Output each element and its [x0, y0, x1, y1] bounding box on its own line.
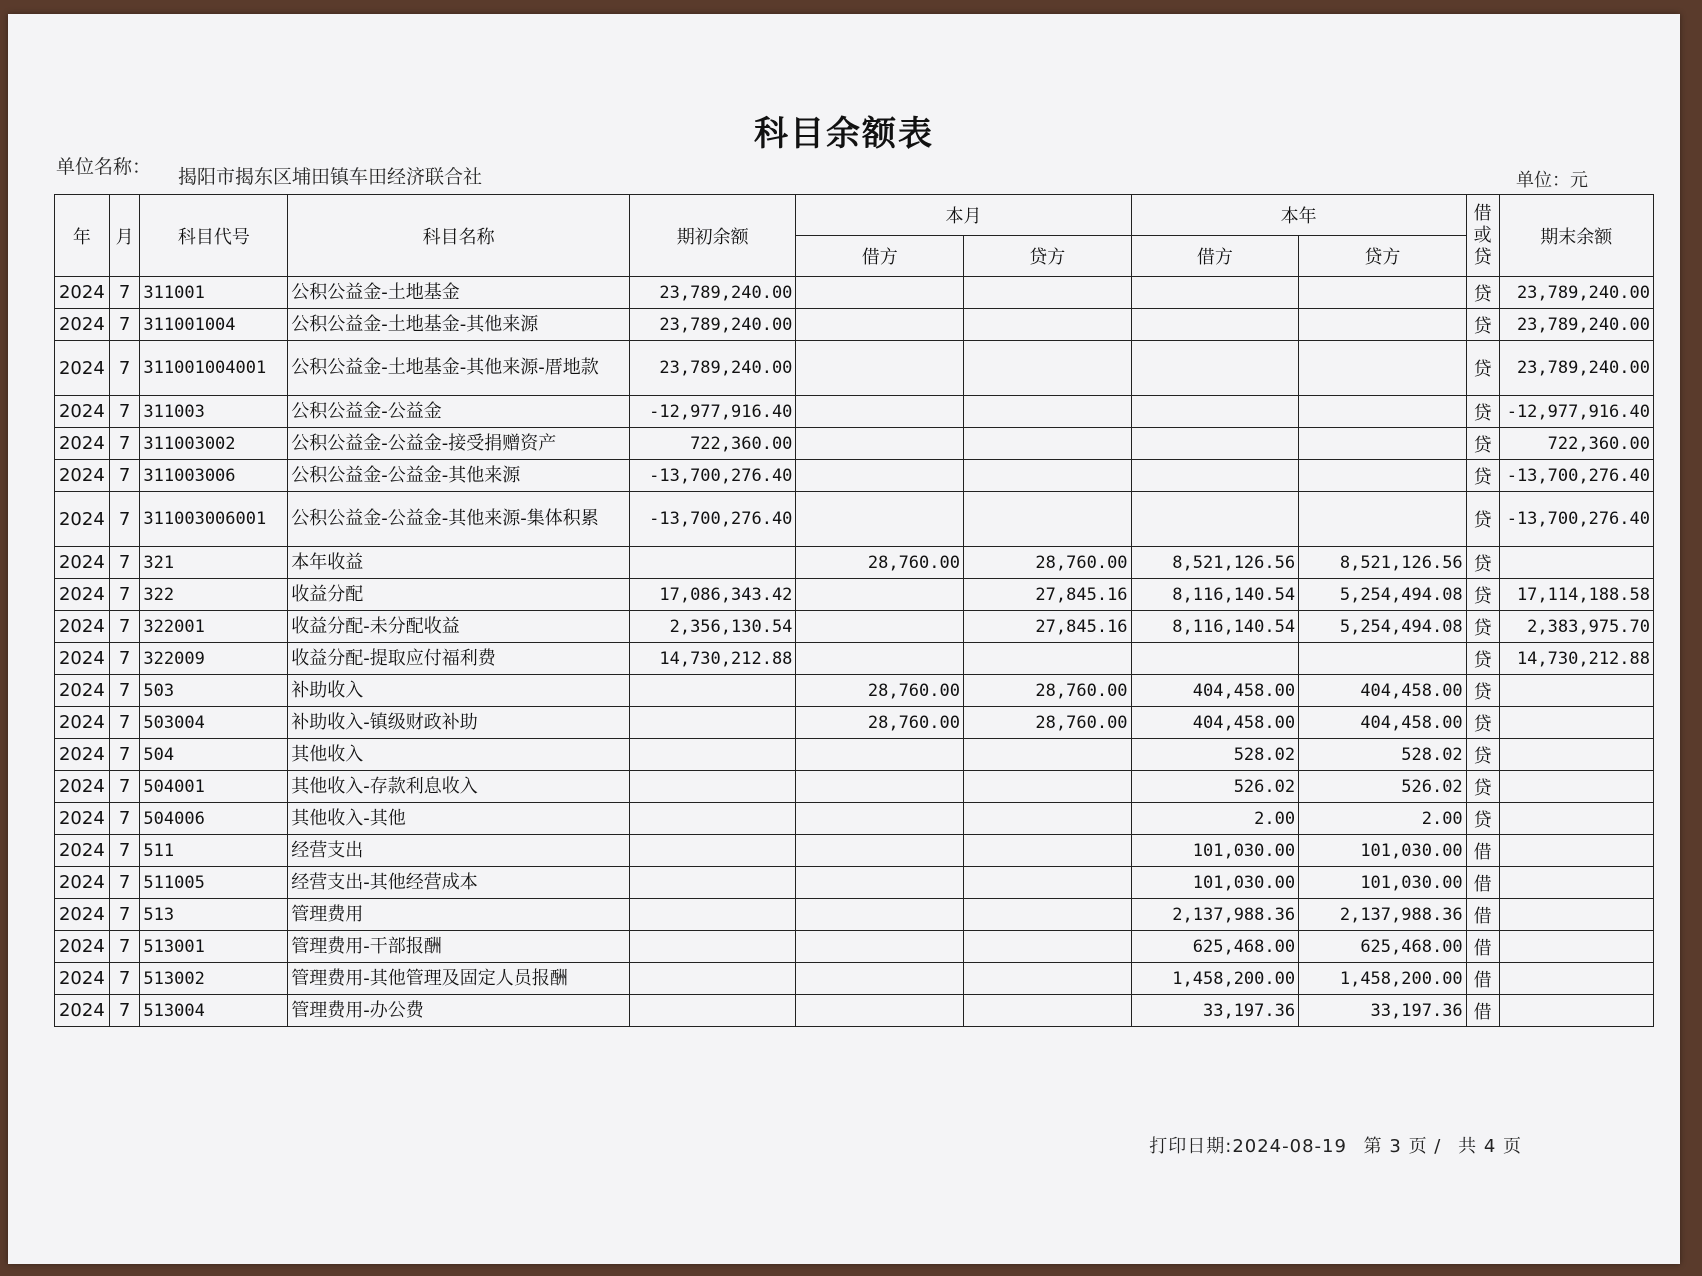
cell-month-credit: 28,760.00	[963, 547, 1131, 579]
table-row	[55, 995, 1654, 1027]
cell-opening	[629, 675, 795, 707]
cell-year-debit: 33,197.36	[1131, 995, 1299, 1027]
table-row	[55, 492, 1654, 547]
cell-year-credit: 5,254,494.08	[1299, 579, 1467, 611]
cell-opening	[629, 995, 795, 1027]
cell-year: 2024	[55, 309, 110, 341]
header-year-debit: 借方	[1131, 236, 1299, 277]
cell-direction: 借	[1466, 899, 1499, 931]
cell-year: 2024	[55, 931, 110, 963]
cell-year: 2024	[55, 899, 110, 931]
header-opening: 期初余额	[629, 195, 795, 277]
cell-direction: 借	[1466, 995, 1499, 1027]
cell-opening	[629, 771, 795, 803]
header-name: 科目名称	[288, 195, 630, 277]
cell-month-debit	[796, 277, 964, 309]
cell-year: 2024	[55, 739, 110, 771]
cell-closing	[1499, 899, 1653, 931]
cell-closing	[1499, 995, 1653, 1027]
cell-direction: 贷	[1466, 309, 1499, 341]
cell-closing: 23,789,240.00	[1499, 341, 1653, 396]
cell-year-credit	[1299, 309, 1467, 341]
cell-closing: 23,789,240.00	[1499, 277, 1653, 309]
cell-code: 504	[140, 739, 288, 771]
cell-month-debit	[796, 309, 964, 341]
table-header	[55, 195, 1654, 277]
cell-opening	[629, 707, 795, 739]
cell-year-debit: 101,030.00	[1131, 867, 1299, 899]
cell-year: 2024	[55, 611, 110, 643]
cell-code: 311003002	[140, 428, 288, 460]
cell-code: 322	[140, 579, 288, 611]
cell-year-debit: 404,458.00	[1131, 675, 1299, 707]
cell-direction: 借	[1466, 835, 1499, 867]
cell-opening: 14,730,212.88	[629, 643, 795, 675]
cell-month-debit	[796, 643, 964, 675]
cell-month-credit: 27,845.16	[963, 579, 1131, 611]
cell-month: 7	[109, 707, 140, 739]
cell-month: 7	[109, 899, 140, 931]
cell-year-debit: 2,137,988.36	[1131, 899, 1299, 931]
cell-year: 2024	[55, 579, 110, 611]
cell-code: 511005	[140, 867, 288, 899]
cell-month-credit	[963, 396, 1131, 428]
cell-year: 2024	[55, 995, 110, 1027]
cell-year-credit: 1,458,200.00	[1299, 963, 1467, 995]
cell-name: 管理费用	[288, 899, 630, 931]
cell-month: 7	[109, 547, 140, 579]
cell-month-credit	[963, 963, 1131, 995]
cell-closing: -12,977,916.40	[1499, 396, 1653, 428]
cell-year-credit	[1299, 428, 1467, 460]
cell-month: 7	[109, 460, 140, 492]
cell-month-credit: 28,760.00	[963, 675, 1131, 707]
cell-year: 2024	[55, 428, 110, 460]
cell-year-debit: 8,116,140.54	[1131, 579, 1299, 611]
table-row	[55, 739, 1654, 771]
cell-opening: 17,086,343.42	[629, 579, 795, 611]
cell-name: 收益分配-提取应付福利费	[288, 643, 630, 675]
cell-direction: 贷	[1466, 707, 1499, 739]
cell-closing	[1499, 771, 1653, 803]
cell-month-debit	[796, 771, 964, 803]
cell-closing: 722,360.00	[1499, 428, 1653, 460]
cell-closing: -13,700,276.40	[1499, 460, 1653, 492]
cell-direction: 贷	[1466, 341, 1499, 396]
cell-month: 7	[109, 611, 140, 643]
cell-month-credit	[963, 309, 1131, 341]
cell-name: 管理费用-办公费	[288, 995, 630, 1027]
table-body	[55, 277, 1654, 1027]
header-this-year: 本年	[1131, 195, 1466, 236]
cell-month-credit	[963, 277, 1131, 309]
cell-code: 322001	[140, 611, 288, 643]
cell-name: 公积公益金-公益金-接受捐赠资产	[288, 428, 630, 460]
table-row	[55, 277, 1654, 309]
cell-code: 511	[140, 835, 288, 867]
cell-name: 收益分配-未分配收益	[288, 611, 630, 643]
cell-year: 2024	[55, 341, 110, 396]
cell-year: 2024	[55, 492, 110, 547]
cell-month-credit	[963, 771, 1131, 803]
cell-direction: 贷	[1466, 643, 1499, 675]
cell-month-debit	[796, 835, 964, 867]
cell-month-credit	[963, 460, 1131, 492]
cell-direction: 贷	[1466, 675, 1499, 707]
cell-year: 2024	[55, 835, 110, 867]
cell-month-debit: 28,760.00	[796, 675, 964, 707]
cell-closing: 17,114,188.58	[1499, 579, 1653, 611]
unit-name-value: 揭阳市揭东区埔田镇车田经济联合社	[178, 166, 483, 188]
cell-direction: 贷	[1466, 428, 1499, 460]
cell-name: 补助收入-镇级财政补助	[288, 707, 630, 739]
cell-month: 7	[109, 835, 140, 867]
cell-month: 7	[109, 739, 140, 771]
cell-opening	[629, 867, 795, 899]
table-row	[55, 771, 1654, 803]
cell-month: 7	[109, 579, 140, 611]
table-row	[55, 707, 1654, 739]
cell-opening: -13,700,276.40	[629, 492, 795, 547]
header-month-credit: 贷方	[963, 236, 1131, 277]
cell-year-credit: 2,137,988.36	[1299, 899, 1467, 931]
report-title: 科目余额表	[754, 114, 934, 154]
cell-month: 7	[109, 867, 140, 899]
header-closing: 期末余额	[1499, 195, 1653, 277]
cell-year-debit: 404,458.00	[1131, 707, 1299, 739]
cell-year-debit: 526.02	[1131, 771, 1299, 803]
cell-month: 7	[109, 963, 140, 995]
cell-year-debit: 101,030.00	[1131, 835, 1299, 867]
cell-year: 2024	[55, 707, 110, 739]
cell-code: 311001004001	[140, 341, 288, 396]
cell-year-debit	[1131, 428, 1299, 460]
cell-year-credit: 101,030.00	[1299, 867, 1467, 899]
cell-year-debit	[1131, 492, 1299, 547]
cell-direction: 借	[1466, 963, 1499, 995]
cell-year-credit: 33,197.36	[1299, 995, 1467, 1027]
cell-month-debit	[796, 931, 964, 963]
cell-month-credit	[963, 931, 1131, 963]
cell-year: 2024	[55, 867, 110, 899]
cell-code: 513004	[140, 995, 288, 1027]
header-code: 科目代号	[140, 195, 288, 277]
cell-closing	[1499, 931, 1653, 963]
cell-year: 2024	[55, 547, 110, 579]
cell-code: 311003	[140, 396, 288, 428]
cell-month-credit	[963, 899, 1131, 931]
cell-opening	[629, 835, 795, 867]
cell-opening	[629, 931, 795, 963]
print-date: 打印日期:2024-08-19	[1149, 1136, 1347, 1157]
cell-month: 7	[109, 428, 140, 460]
table-row	[55, 579, 1654, 611]
cell-direction: 贷	[1466, 803, 1499, 835]
cell-opening: -12,977,916.40	[629, 396, 795, 428]
header-this-month: 本月	[796, 195, 1131, 236]
cell-year-debit: 625,468.00	[1131, 931, 1299, 963]
cell-year-debit	[1131, 396, 1299, 428]
cell-month-debit	[796, 396, 964, 428]
header-year: 年	[55, 195, 110, 277]
cell-month-debit	[796, 867, 964, 899]
cell-year-debit	[1131, 643, 1299, 675]
cell-closing	[1499, 835, 1653, 867]
cell-month-credit	[963, 643, 1131, 675]
cell-year-credit: 5,254,494.08	[1299, 611, 1467, 643]
cell-opening	[629, 803, 795, 835]
cell-code: 311003006	[140, 460, 288, 492]
cell-month: 7	[109, 995, 140, 1027]
cell-closing	[1499, 707, 1653, 739]
cell-month-debit	[796, 995, 964, 1027]
cell-closing: 2,383,975.70	[1499, 611, 1653, 643]
cell-name: 补助收入	[288, 675, 630, 707]
cell-month: 7	[109, 771, 140, 803]
cell-code: 322009	[140, 643, 288, 675]
table-row	[55, 547, 1654, 579]
cell-direction: 贷	[1466, 547, 1499, 579]
cell-opening: -13,700,276.40	[629, 460, 795, 492]
cell-code: 503	[140, 675, 288, 707]
header-direction: 借或贷	[1466, 195, 1499, 277]
cell-code: 503004	[140, 707, 288, 739]
cell-month: 7	[109, 309, 140, 341]
cell-opening: 722,360.00	[629, 428, 795, 460]
cell-year-credit: 404,458.00	[1299, 707, 1467, 739]
cell-closing: 23,789,240.00	[1499, 309, 1653, 341]
cell-month: 7	[109, 341, 140, 396]
header-month-debit: 借方	[796, 236, 964, 277]
cell-name: 经营支出-其他经营成本	[288, 867, 630, 899]
cell-direction: 贷	[1466, 396, 1499, 428]
header-year-credit: 贷方	[1299, 236, 1467, 277]
table-row	[55, 931, 1654, 963]
cell-name: 其他收入-存款利息收入	[288, 771, 630, 803]
cell-name: 公积公益金-公益金-其他来源	[288, 460, 630, 492]
cell-direction: 贷	[1466, 460, 1499, 492]
cell-year-credit	[1299, 492, 1467, 547]
cell-month-debit	[796, 579, 964, 611]
cell-name: 经营支出	[288, 835, 630, 867]
cell-year-credit	[1299, 643, 1467, 675]
cell-code: 321	[140, 547, 288, 579]
cell-name: 管理费用-其他管理及固定人员报酬	[288, 963, 630, 995]
table-row	[55, 867, 1654, 899]
cell-year: 2024	[55, 675, 110, 707]
cell-opening: 23,789,240.00	[629, 277, 795, 309]
cell-opening: 23,789,240.00	[629, 341, 795, 396]
cell-year-credit	[1299, 460, 1467, 492]
cell-year-credit: 528.02	[1299, 739, 1467, 771]
cell-year: 2024	[55, 277, 110, 309]
cell-month-credit	[963, 492, 1131, 547]
cell-year: 2024	[55, 771, 110, 803]
cell-year-credit	[1299, 341, 1467, 396]
cell-name: 其他收入-其他	[288, 803, 630, 835]
cell-year-credit: 101,030.00	[1299, 835, 1467, 867]
cell-closing: -13,700,276.40	[1499, 492, 1653, 547]
table-row	[55, 460, 1654, 492]
cell-year-credit: 625,468.00	[1299, 931, 1467, 963]
cell-year-credit: 2.00	[1299, 803, 1467, 835]
cell-closing: 14,730,212.88	[1499, 643, 1653, 675]
cell-direction: 贷	[1466, 492, 1499, 547]
balance-table	[54, 194, 1654, 1027]
cell-name: 公积公益金-土地基金-其他来源	[288, 309, 630, 341]
table-row	[55, 963, 1654, 995]
cell-month-credit	[963, 341, 1131, 396]
cell-month-debit	[796, 341, 964, 396]
cell-month-credit	[963, 803, 1131, 835]
cell-year-credit: 404,458.00	[1299, 675, 1467, 707]
cell-name: 收益分配	[288, 579, 630, 611]
cell-direction: 贷	[1466, 739, 1499, 771]
cell-closing	[1499, 867, 1653, 899]
cell-year-debit: 8,116,140.54	[1131, 611, 1299, 643]
cell-month-debit	[796, 428, 964, 460]
cell-month: 7	[109, 396, 140, 428]
page-number: 第 3 页 /	[1363, 1136, 1442, 1157]
cell-year-credit: 526.02	[1299, 771, 1467, 803]
cell-year-debit	[1131, 341, 1299, 396]
cell-year: 2024	[55, 460, 110, 492]
cell-month-credit: 27,845.16	[963, 611, 1131, 643]
cell-direction: 借	[1466, 867, 1499, 899]
table-row	[55, 341, 1654, 396]
cell-month-credit: 28,760.00	[963, 707, 1131, 739]
cell-opening	[629, 899, 795, 931]
cell-month-debit	[796, 963, 964, 995]
cell-closing	[1499, 547, 1653, 579]
cell-year-debit	[1131, 309, 1299, 341]
cell-name: 其他收入	[288, 739, 630, 771]
currency-unit-label: 单位：元	[1516, 170, 1588, 191]
cell-closing	[1499, 739, 1653, 771]
cell-code: 513001	[140, 931, 288, 963]
cell-year-credit: 8,521,126.56	[1299, 547, 1467, 579]
cell-name: 公积公益金-公益金-其他来源-集体积累	[288, 492, 630, 547]
unit-name-label: 单位名称：	[56, 156, 152, 178]
cell-name: 公积公益金-公益金	[288, 396, 630, 428]
cell-month-debit	[796, 492, 964, 547]
cell-month-credit	[963, 835, 1131, 867]
cell-month-credit	[963, 867, 1131, 899]
cell-name: 管理费用-干部报酬	[288, 931, 630, 963]
cell-closing	[1499, 803, 1653, 835]
cell-name: 公积公益金-土地基金	[288, 277, 630, 309]
cell-year: 2024	[55, 396, 110, 428]
cell-name: 本年收益	[288, 547, 630, 579]
cell-year-debit	[1131, 277, 1299, 309]
cell-month-debit	[796, 803, 964, 835]
page-total: 共 4 页	[1458, 1136, 1522, 1157]
cell-opening	[629, 739, 795, 771]
cell-year-debit: 528.02	[1131, 739, 1299, 771]
cell-name: 公积公益金-土地基金-其他来源-厝地款	[288, 341, 630, 396]
table-row	[55, 675, 1654, 707]
cell-month: 7	[109, 675, 140, 707]
paper-sheet	[8, 14, 1680, 1264]
cell-year-credit	[1299, 396, 1467, 428]
cell-direction: 借	[1466, 931, 1499, 963]
cell-year: 2024	[55, 803, 110, 835]
cell-month-debit	[796, 899, 964, 931]
cell-month: 7	[109, 931, 140, 963]
cell-code: 311001	[140, 277, 288, 309]
table-row	[55, 309, 1654, 341]
header-month: 月	[109, 195, 140, 277]
table-row	[55, 396, 1654, 428]
cell-closing	[1499, 963, 1653, 995]
table-row	[55, 835, 1654, 867]
cell-direction: 贷	[1466, 611, 1499, 643]
cell-month-credit	[963, 995, 1131, 1027]
cell-year: 2024	[55, 643, 110, 675]
cell-opening	[629, 547, 795, 579]
cell-month: 7	[109, 803, 140, 835]
cell-month-credit	[963, 739, 1131, 771]
cell-code: 504001	[140, 771, 288, 803]
cell-month-debit	[796, 611, 964, 643]
cell-month: 7	[109, 643, 140, 675]
cell-direction: 贷	[1466, 771, 1499, 803]
cell-year-debit: 1,458,200.00	[1131, 963, 1299, 995]
table-row	[55, 643, 1654, 675]
table-row	[55, 428, 1654, 460]
cell-opening: 23,789,240.00	[629, 309, 795, 341]
cell-year-debit	[1131, 460, 1299, 492]
cell-year: 2024	[55, 963, 110, 995]
cell-closing	[1499, 675, 1653, 707]
cell-code: 513002	[140, 963, 288, 995]
cell-month-debit	[796, 460, 964, 492]
cell-code: 311003006001	[140, 492, 288, 547]
cell-year-credit	[1299, 277, 1467, 309]
cell-opening	[629, 963, 795, 995]
cell-month-debit	[796, 739, 964, 771]
cell-month-debit: 28,760.00	[796, 707, 964, 739]
cell-direction: 贷	[1466, 579, 1499, 611]
cell-code: 311001004	[140, 309, 288, 341]
table-row	[55, 803, 1654, 835]
cell-month: 7	[109, 492, 140, 547]
cell-year-debit: 2.00	[1131, 803, 1299, 835]
table-row	[55, 899, 1654, 931]
cell-year-debit: 8,521,126.56	[1131, 547, 1299, 579]
cell-direction: 贷	[1466, 277, 1499, 309]
page-footer	[1139, 1132, 1522, 1158]
cell-code: 504006	[140, 803, 288, 835]
cell-opening: 2,356,130.54	[629, 611, 795, 643]
cell-month: 7	[109, 277, 140, 309]
cell-month-debit: 28,760.00	[796, 547, 964, 579]
cell-month-credit	[963, 428, 1131, 460]
table-row	[55, 611, 1654, 643]
cell-code: 513	[140, 899, 288, 931]
